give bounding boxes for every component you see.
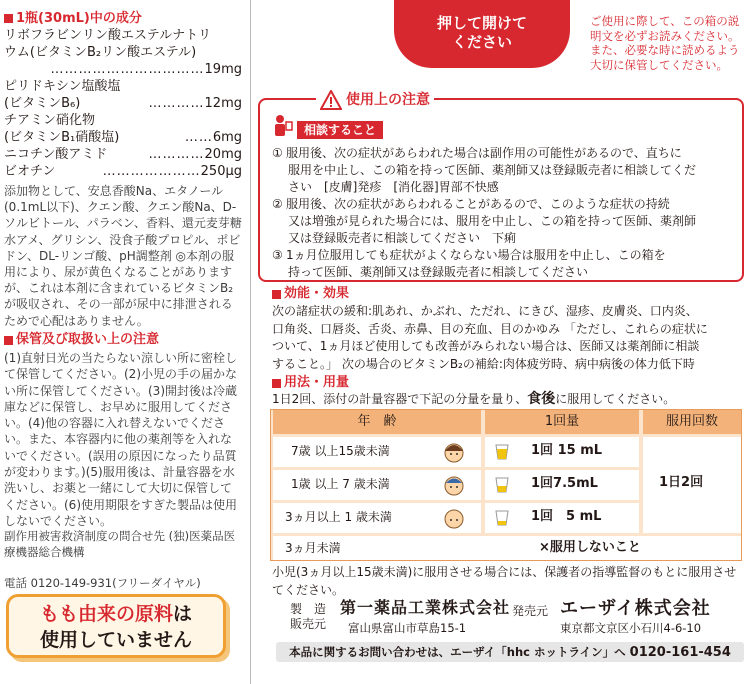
left-column: [0, 0, 246, 684]
age-cell: 7歳 以上15歳未満: [291, 444, 390, 458]
storage-title: 保管及び取扱い上の注意: [4, 332, 159, 349]
dose-cell: 1回7.5mL: [531, 476, 598, 491]
effect-title: 効能・効果: [272, 286, 349, 303]
dosage-intro: 1日2回、添付の計量容器で下記の分量を量り、食後に服用してください。: [272, 391, 676, 407]
age-cell: 1歳 以上 7 歳未満: [291, 477, 390, 491]
seller-address: 東京都文京区小石川4-6-10: [560, 621, 702, 635]
dose-cell: 1回 5 mL: [531, 509, 602, 524]
bullet-square: [4, 14, 13, 23]
header-age: 年 齢: [273, 410, 481, 434]
effect-text: 次の諸症状の緩和:肌あれ、かぶれ、ただれ、にきび、湿疹、皮膚炎、口内炎、 口角炎、口唇炎、舌炎、赤鼻、目の充血、目のかゆみ 「ただし、これらの症状に ついて、1ヵ月ほど使用しても改善がみられない場合は、医師又は薬剤師に相談 すること。」 次の場合のビタミンB₂の補給:肉体疲労時、病中病後の体力低下時: [272, 304, 708, 371]
caution-item: ③ 1ヵ月位服用しても症状がよくならない場合は服用を中止し、この箱を 持って医師、薬剤師又は登録販売者に相談してください: [272, 248, 666, 279]
ingredient-row: (ビタミンB₁硝酸塩) ……6mg: [4, 130, 242, 145]
ingredient-name: リボフラビンリン酸エステルナトリ: [4, 28, 212, 43]
toddler-face-icon: [443, 474, 465, 496]
measuring-cup-icon: [493, 443, 511, 461]
dosage-title: 用法・用量: [272, 375, 349, 392]
caution-item: ② 服用後、次の症状があらわれることがあるので、このような症状の持続 又は増強が見られた場合には、服用を中止し、この箱を持って医師、薬剤師 又は登録販売者に相談してください 下痢: [272, 197, 697, 245]
column-divider: [250, 0, 251, 684]
table-cell: [273, 536, 741, 560]
additives-text: 添加物として、安息香酸Na、エタノール(0.1mL以下)、クエン酸、クエン酸Na、D-ソルビトール、パラベン、香料、還元麦芽糖水アメ、グリシン、没食子酸プロピル、ポビドン、DL-リンゴ酸、pH調整剤 ◎本剤の服用により、尿が黄色くなることがありますが、これは本剤に含まれているビタミンB₂が吸収され、その一部が尿中に排泄されるためで心配はありません。: [4, 184, 242, 328]
measuring-cup-icon: [493, 509, 511, 527]
ingredient-row: ビオチン …………………250μg: [4, 164, 242, 179]
manufacturer-labels: 製 造 販売元: [290, 602, 327, 631]
age-cell: 3ヵ月以上 1 歳未満: [285, 510, 392, 524]
read-notice: ご使用に際して、この箱の説明文を必ずお読みください。また、必要な時に読めるよう大切に保管してください。: [590, 14, 740, 72]
header-frequency: 服用回数: [643, 410, 741, 434]
bullet-square: [272, 379, 281, 388]
doctor-consult-icon: [273, 114, 293, 138]
caution-item: ① 服用後、次の症状があらわれた場合は副作用の可能性があるので、直ちに 服用を中止し、この箱を持って医師、薬剤師又は登録販売者に相談してくだ さい [皮膚]発疹 [消化器]胃部不快感: [272, 146, 697, 194]
seller-name: エーザイ株式会社: [560, 598, 711, 619]
ingredients-title: 1瓶(30mL)中の成分: [4, 10, 242, 27]
phone-number: 電話 0120-149-931(フリーダイヤル): [4, 576, 201, 590]
ingredient-name: チアミン硝化物: [4, 113, 96, 128]
bullet-square: [272, 290, 281, 299]
peach-notice: もも由来の原料は 使用していません: [6, 594, 226, 658]
ingredient-row: (ビタミンB₆) …………12mg: [4, 96, 242, 111]
manufacturer-name: 第一薬品工業株式会社: [340, 598, 511, 617]
ingredient-row: ニコチン酸アミド …………20mg: [4, 147, 242, 162]
consult-badge: 相談すること: [297, 121, 383, 139]
caution-list: [272, 145, 734, 281]
header-dose: 1回量: [485, 410, 639, 434]
age-cell: 3ヵ月未満: [285, 541, 341, 555]
caution-heading: 使用上の注意: [316, 90, 434, 110]
push-open-tab[interactable]: 押して開けて ください: [394, 0, 570, 68]
ingredients-section: [4, 10, 242, 180]
measuring-cup-icon: [493, 476, 511, 494]
dosage-table: [270, 409, 742, 561]
storage-text: (1)直射日光の当たらない涼しい所に密栓して保管してください。(2)小児の手の届かない所に保管してください。(3)開封後は冷蔵庫などに保管し、お早めに服用してください。(4)他の容器に入れ替えないでください。また、本容器内に他の薬剤等を入れないでください。(誤用の原因になったり品質が変わります。)(5)服用後は、計量容器を水洗いし、お薬と一緒にして大切に保管してください。(6)使用期限をすぎた製品は使用しないでください。: [4, 351, 237, 528]
hotline-bar: 本品に関するお問い合わせは、エーザイ「hhc ホットライン」へ 0120-161-454: [276, 642, 744, 662]
consult-window-text: 副作用被害救済制度の問合せ先 (独)医薬品医療機器総合機構: [4, 529, 236, 559]
baby-face-icon: [443, 507, 465, 529]
bullet-square: [4, 336, 13, 345]
child-face-icon: [443, 441, 465, 463]
ingredient-amount-row: ……………………………19mg: [50, 62, 242, 77]
child-note: 小児(3ヵ月以上15歳未満)に服用させる場合には、保護者の指導監督のもとに服用させてください。: [272, 565, 737, 597]
warning-icon: [320, 90, 342, 110]
hotline-phone[interactable]: 0120-161-454: [629, 645, 731, 660]
no-dose-cell: ×服用しないこと: [539, 540, 641, 555]
frequency-cell: 1日2回: [659, 475, 704, 490]
manufacturer-address: 富山県富山市草島15-1: [348, 621, 467, 635]
ingredient-name: ウム(ビタミンB₂リン酸エステル): [4, 45, 197, 60]
ingredient-name: ピリドキシン塩酸塩: [4, 79, 121, 94]
seller-label: 発売元: [512, 604, 549, 618]
dose-cell: 1回 15 mL: [531, 443, 603, 458]
